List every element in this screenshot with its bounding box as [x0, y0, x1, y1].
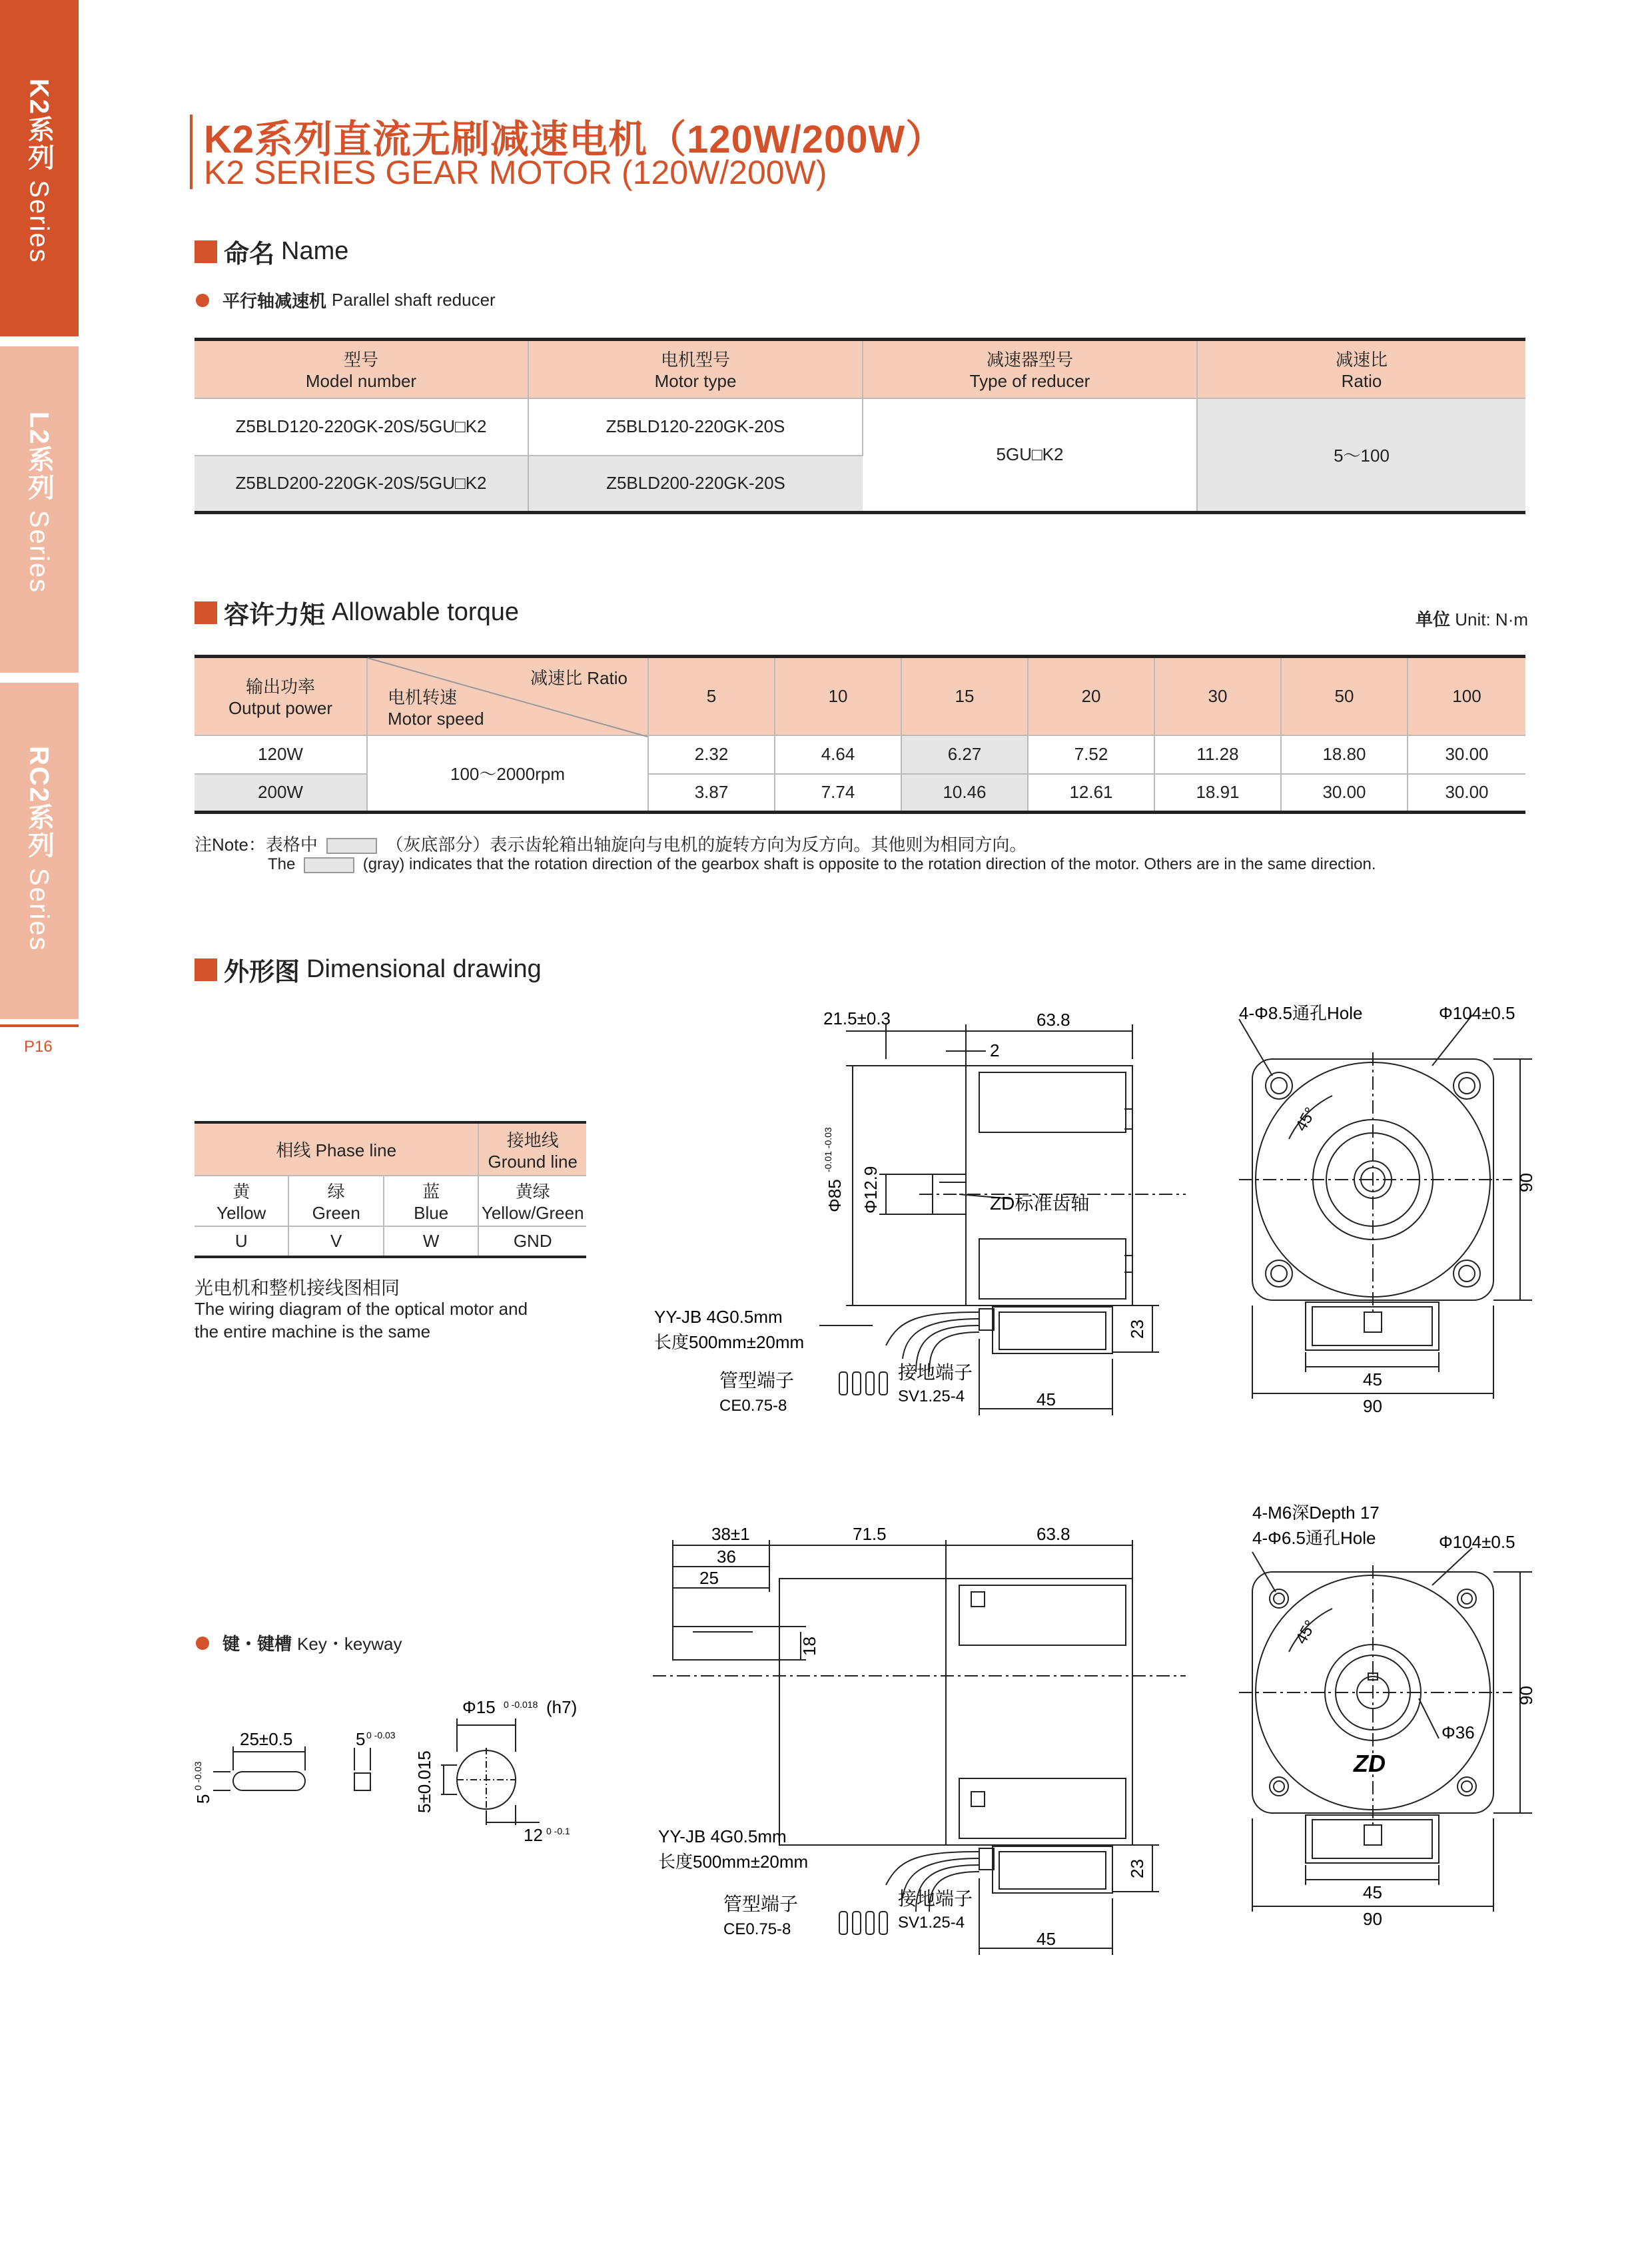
motor-front-view-200w	[1199, 1499, 1536, 1952]
col-power-cn: 输出功率	[245, 677, 315, 697]
torque-cell: 12.61	[1028, 774, 1154, 813]
section-torque-en: Allowable torque	[332, 598, 519, 626]
title-accent-bar	[190, 115, 193, 189]
key-h-tol: 0 -0.03	[193, 1761, 203, 1790]
reducer-cell: 5GU□K2	[863, 398, 1197, 513]
phase-line-table	[195, 1121, 586, 1258]
color-cn: 蓝	[422, 1182, 440, 1202]
tab-k2-cn: K2系列	[24, 79, 54, 172]
front-width-90: 90	[1363, 1396, 1382, 1416]
power-cell: 120W	[195, 735, 367, 774]
sidebar-tab-l2[interactable]	[0, 346, 79, 673]
cable-spec: YY-JB 4G0.5mm	[654, 1307, 783, 1327]
cable-length: 长度500mm±20mm	[654, 1332, 805, 1352]
dim-shaft-length: 21.5±0.3	[823, 1008, 891, 1028]
color-cell	[288, 1176, 383, 1226]
dim-38: 38±1	[711, 1524, 750, 1544]
torque-cell: 2.32	[648, 735, 775, 774]
dim-25: 25	[699, 1568, 719, 1588]
table-row	[195, 735, 1525, 774]
front-width-90: 90	[1363, 1909, 1382, 1929]
note-en-pre: The	[268, 855, 296, 873]
key-w-tol: 0 -0.03	[366, 1730, 396, 1740]
dim-23: 23	[1127, 1319, 1147, 1339]
ground-header	[478, 1122, 586, 1176]
color-en: Green	[312, 1203, 360, 1223]
color-cell	[384, 1176, 478, 1226]
section-marker-icon	[195, 601, 217, 624]
tab-rc2-en: Series	[24, 859, 54, 952]
section-name-en: Name	[281, 237, 349, 265]
note-en-post: (gray) indicates that the rotation direction of the gearbox shaft is opposite to the rotation direction of the motor. Others are in the same direction.	[362, 855, 1376, 873]
section-name-heading	[195, 233, 348, 270]
dim-45: 45	[1036, 1389, 1056, 1409]
tab-l2-cn: L2系列	[24, 412, 54, 502]
motor-cell: Z5BLD200-220GK-20S	[528, 456, 863, 513]
section-drawing-heading	[195, 951, 542, 988]
zd-logo: ZD	[1354, 1750, 1386, 1777]
col-motor-cn: 电机型号	[660, 350, 730, 370]
tube-terminal-code: CE0.75-8	[719, 1397, 787, 1415]
model-cell: Z5BLD200-220GK-20S/5GU□K2	[195, 456, 528, 513]
section-marker-icon	[195, 958, 217, 981]
ratio-cell: 5～100	[1197, 398, 1525, 513]
ratio-header: 15	[901, 657, 1028, 735]
tube-terminal-label: 管型端子	[723, 1894, 799, 1914]
front-angle: 45°	[1292, 1617, 1320, 1647]
color-cn: 黄	[232, 1182, 250, 1202]
ground-terminal-code: SV1.25-4	[898, 1914, 965, 1932]
front-phi36-label: Φ36	[1442, 1722, 1475, 1742]
color-en: Yellow/Green	[481, 1203, 584, 1223]
code-cell: W	[384, 1226, 478, 1257]
ratio-header: 100	[1408, 657, 1525, 735]
gray-swatch	[326, 838, 377, 854]
code-cell: GND	[478, 1226, 586, 1257]
torque-cell: 4.64	[775, 735, 901, 774]
key-heading-cn: 键・键槽	[222, 1634, 292, 1654]
model-cell: Z5BLD120-220GK-20S/5GU□K2	[195, 398, 528, 456]
dim-2: 2	[990, 1040, 1000, 1060]
front-angle: 45°	[1292, 1104, 1320, 1134]
speed-cn: 电机转速	[388, 687, 458, 707]
col-model-en: Model number	[305, 371, 417, 392]
dim-phi85-tol: -0.01 -0.03	[823, 1127, 833, 1172]
motor-side-view-120w	[653, 999, 1186, 1452]
note-cn	[195, 831, 1027, 856]
ground-en: Ground line	[488, 1151, 578, 1172]
torque-cell: 3.87	[648, 774, 775, 813]
ground-terminal-code: SV1.25-4	[898, 1387, 965, 1405]
keyway-slot-dim: 5±0.015	[414, 1750, 434, 1813]
ratio-header: 50	[1281, 657, 1408, 735]
table-header-row	[195, 340, 1525, 398]
front-holes-label: 4-Φ6.5通孔Hole	[1252, 1528, 1376, 1548]
dim-phi85: Φ85	[825, 1179, 845, 1212]
tab-rc2-cn: RC2系列	[24, 746, 54, 860]
torque-table	[195, 655, 1525, 814]
ratio-header: 20	[1028, 657, 1154, 735]
section-marker-icon	[195, 240, 217, 263]
unit-label	[1416, 606, 1528, 631]
col-ratio	[1197, 340, 1525, 398]
dim-body-length: 63.8	[1036, 1010, 1070, 1030]
dim-18: 18	[799, 1637, 819, 1656]
torque-cell: 7.74	[775, 774, 901, 813]
shaft-phi-fit: (h7)	[546, 1697, 578, 1717]
color-en: Blue	[414, 1203, 449, 1223]
page-title-en: K2 SERIES GEAR MOTOR (120W/200W)	[204, 154, 827, 191]
shaft-phi-dim: Φ15	[462, 1697, 496, 1717]
cable-spec: YY-JB 4G0.5mm	[658, 1826, 787, 1846]
front-45: 45	[1363, 1882, 1382, 1902]
reducer-subheading-en: Parallel shaft reducer	[332, 290, 496, 310]
keyway-depth-dim: 12	[524, 1825, 543, 1845]
front-height-90: 90	[1516, 1173, 1536, 1192]
speed-en: Motor speed	[388, 708, 484, 729]
reducer-subheading	[196, 288, 496, 312]
keyway-depth-tol: 0 -0.1	[546, 1826, 570, 1836]
color-cell	[478, 1176, 586, 1226]
torque-cell: 30.00	[1408, 774, 1525, 813]
cable-length: 长度500mm±20mm	[658, 1852, 809, 1872]
col-reducer-en: Type of reducer	[969, 371, 1090, 392]
ratio-corner-label: 减速比 Ratio	[530, 668, 627, 688]
speed-cell: 100～2000rpm	[367, 735, 648, 813]
speed-corner-label	[388, 684, 484, 729]
key-h-dim: 5	[193, 1794, 213, 1804]
motor-side-view-200w	[653, 1525, 1186, 1965]
note-cn-post: （灰底部分）表示齿轮箱出轴旋向与电机的旋转方向为反方向。其他则为相同方向。	[386, 835, 1027, 855]
section-torque-heading	[195, 594, 519, 631]
torque-cell: 18.80	[1281, 735, 1408, 774]
gear-shaft-label: ZD标准齿轴	[990, 1193, 1090, 1214]
tube-terminal-label: 管型端子	[719, 1370, 795, 1391]
naming-table	[195, 338, 1525, 514]
bullet-icon	[196, 1637, 209, 1650]
key-len-dim: 25±0.5	[240, 1729, 293, 1749]
wiring-note-en2: the entire machine is the same	[195, 1321, 431, 1341]
dim-23: 23	[1127, 1859, 1147, 1878]
col-reducer	[863, 340, 1197, 398]
front-holes-label: 4-Φ8.5通孔Hole	[1239, 1003, 1363, 1023]
key-w-dim: 5	[356, 1729, 366, 1749]
reducer-subheading-cn: 平行轴减速机	[222, 291, 327, 311]
dim-71-5: 71.5	[853, 1524, 887, 1544]
sidebar-divider	[0, 1024, 79, 1027]
front-phi-label: Φ104±0.5	[1439, 1003, 1515, 1023]
tab-l2-en: Series	[24, 501, 54, 594]
table-row	[195, 1226, 586, 1257]
front-45: 45	[1363, 1369, 1382, 1389]
note-en	[268, 855, 1376, 874]
motor-cell: Z5BLD120-220GK-20S	[528, 398, 863, 456]
torque-cell: 30.00	[1281, 774, 1408, 813]
dim-63-8: 63.8	[1036, 1524, 1070, 1544]
section-torque-cn: 容许力矩	[224, 601, 326, 629]
page-title-cn: K2系列直流无刷减速电机（120W/200W）	[204, 118, 945, 161]
tube-terminal-code: CE0.75-8	[723, 1920, 791, 1938]
table-row	[195, 1176, 586, 1226]
code-cell: V	[288, 1226, 383, 1257]
torque-cell: 6.27	[901, 735, 1028, 774]
col-reducer-cn: 减速器型号	[986, 350, 1073, 370]
table-header-row	[195, 1122, 586, 1176]
section-drawing-en: Dimensional drawing	[306, 955, 542, 983]
section-name-cn: 命名	[224, 240, 275, 268]
front-m6-label: 4-M6深Depth 17	[1252, 1503, 1380, 1523]
ratio-header: 10	[775, 657, 901, 735]
unit-label-cn: 单位	[1416, 609, 1451, 629]
ratio-header: 5	[648, 657, 775, 735]
page-number: P16	[24, 1038, 53, 1056]
dim-phi12: Φ12.9	[861, 1166, 881, 1214]
bullet-icon	[196, 294, 209, 307]
torque-cell: 18.91	[1154, 774, 1281, 813]
tab-k2-en: Series	[24, 171, 54, 264]
phase-header: 相线 Phase line	[195, 1122, 478, 1176]
ratio-header: 30	[1154, 657, 1281, 735]
torque-cell: 30.00	[1408, 735, 1525, 774]
wiring-note-cn: 光电机和整机接线图相同	[195, 1278, 400, 1298]
col-model-cn: 型号	[343, 350, 378, 370]
table-row	[195, 398, 1525, 456]
torque-cell: 10.46	[901, 774, 1028, 813]
col-ratio-cn: 减速比	[1335, 350, 1388, 370]
col-model	[195, 340, 528, 398]
col-ratio-en: Ratio	[1341, 371, 1382, 392]
sidebar-tab-k2[interactable]	[0, 0, 79, 336]
torque-cell: 7.52	[1028, 735, 1154, 774]
key-keyway-drawing	[187, 1692, 600, 1852]
code-cell: U	[195, 1226, 288, 1257]
dim-36: 36	[717, 1547, 736, 1567]
power-cell: 200W	[195, 774, 367, 813]
gray-swatch	[304, 857, 354, 873]
color-cn: 绿	[327, 1182, 345, 1202]
color-cell	[195, 1176, 288, 1226]
key-heading-en: Key・keyway	[297, 1634, 402, 1654]
col-motor	[528, 340, 863, 398]
wiring-note-en1: The wiring diagram of the optical motor and	[195, 1299, 528, 1319]
ground-cn: 接地线	[506, 1130, 559, 1150]
col-power	[195, 657, 367, 735]
key-heading	[196, 1631, 402, 1655]
front-phi-label: Φ104±0.5	[1439, 1532, 1515, 1552]
table-header-row	[195, 657, 1525, 735]
ground-terminal-label: 接地端子	[898, 1888, 973, 1909]
col-speed-ratio	[367, 657, 648, 735]
color-en: Yellow	[216, 1203, 266, 1223]
motor-front-view-120w	[1199, 999, 1536, 1425]
ground-terminal-label: 接地端子	[898, 1362, 973, 1383]
col-power-en: Output power	[228, 698, 333, 719]
dim-45: 45	[1036, 1929, 1056, 1949]
note-cn-pre: 注Note：表格中	[195, 835, 318, 855]
section-drawing-cn: 外形图	[224, 958, 300, 986]
color-cn: 黄绿	[515, 1182, 550, 1202]
unit-value: Unit: N·m	[1455, 609, 1529, 629]
shaft-phi-tol: 0 -0.018	[504, 1699, 538, 1710]
sidebar-tab-rc2[interactable]	[0, 683, 79, 1019]
torque-cell: 11.28	[1154, 735, 1281, 774]
front-height-90: 90	[1516, 1686, 1536, 1705]
col-motor-en: Motor type	[654, 371, 737, 392]
